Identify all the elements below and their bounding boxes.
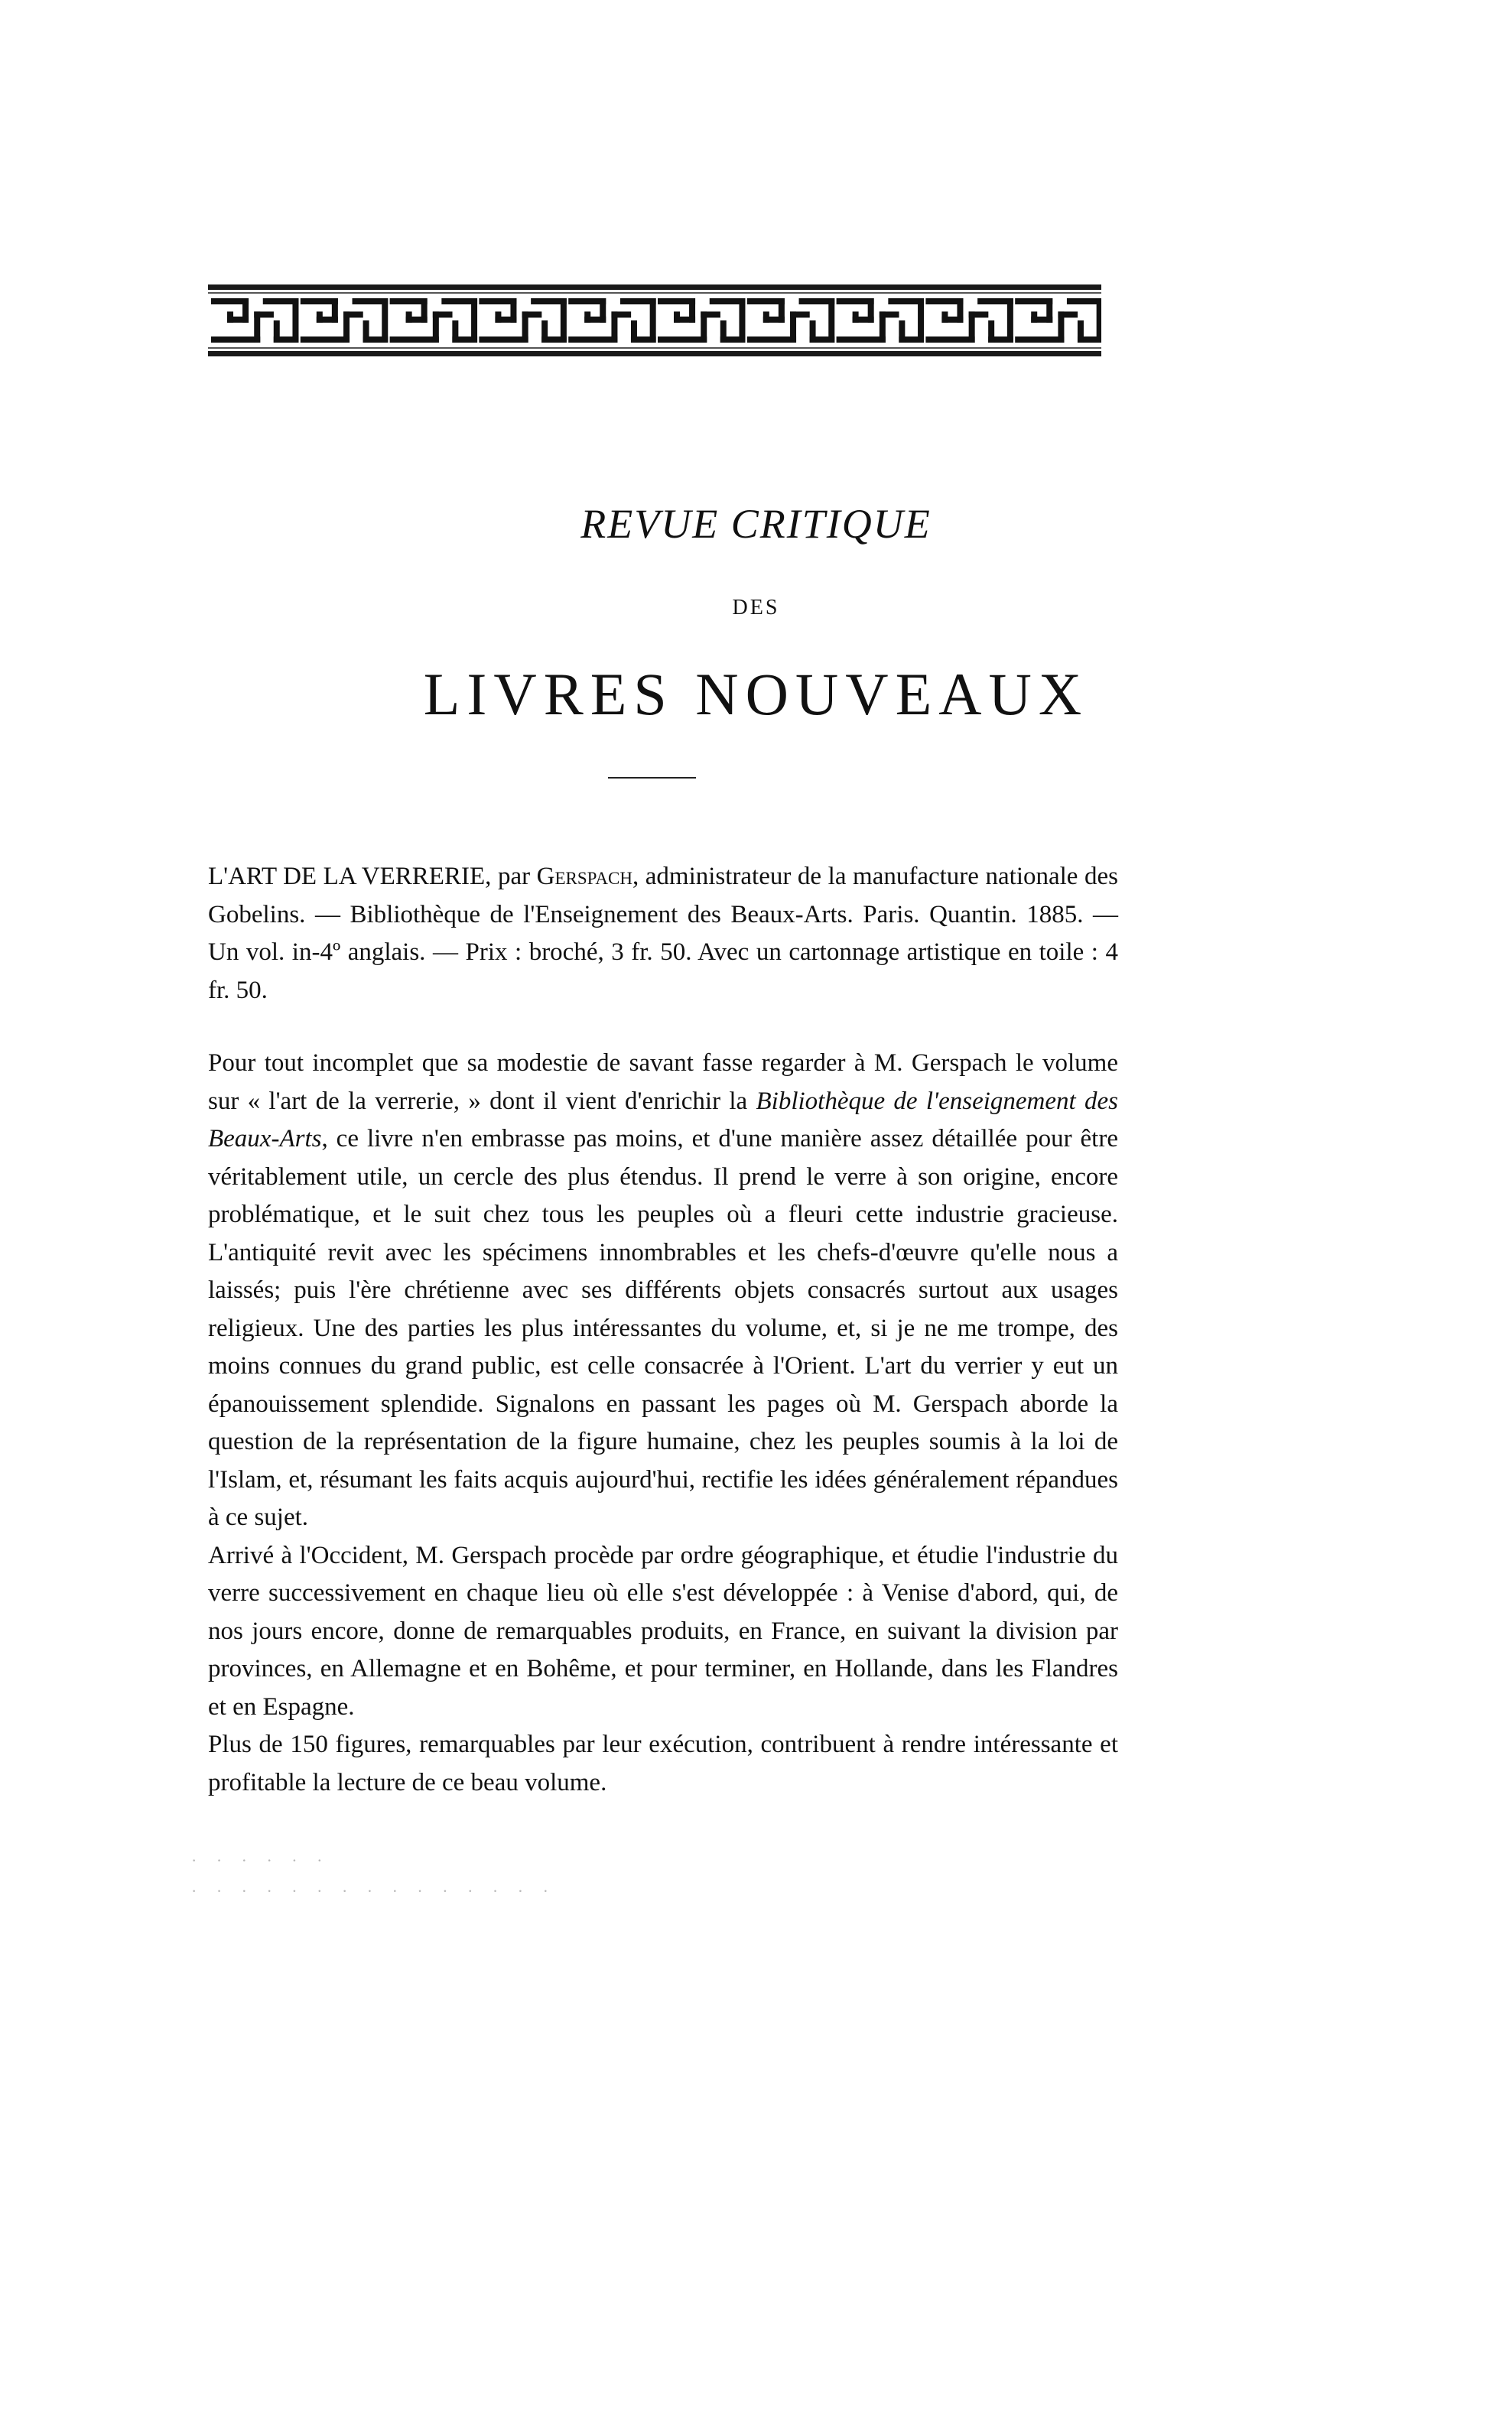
title-rule [608,777,696,779]
series-title: Bibliothèque de l'enseignement des Beaux-Arts [208,1087,1118,1152]
greek-key-ornament [208,284,1101,356]
book-details: , administrateur de la manufacture nationale des Gobelins. — Bibliothèque de l'Enseignement des Beaux-Arts. Paris. Quantin. 1885. — Un vol. in-4º anglais. — Prix : broché, 3 fr. 50. Avec un cartonnage artistique en toile : 4 fr. 50. [208,863,1119,1004]
print-smudge: · · · · · · [191,1851,330,1870]
paragraph-text: , ce livre n'en embrasse pas moins, et d'une manière assez détaillée pour être véritablement utile, un cercle des plus étendus. Il prend le verre à son origine, encore problématique, et le suit chez tous les peuples où a fleuri cette industrie gracieuse. L'antiquité revit avec les spécimens innombrables et les chefs-d'œuvre qu'elle nous a laissés; puis l'ère chrétienne avec ses différents objets consacrés surtout aux usages religieux. Une des parties les plus intéressantes du volume, et, si je ne me trompe, des moins connues du grand public, est celle consacrée à l'Orient. L'art du verrier y eut un épanouissement splendide. Signalons en passant les pages où M. Gerspach aborde la question de la représentation de la figure humaine, chez les peuples soumis à la loi de l'Islam, et, résumant les faits acquis aujourd'hui, rectifie les idées généralement répandues à ce sujet. [208,1125,1118,1531]
review-paragraph-3: Plus de 150 figures, remarquables par leur exécution, contribuent à rendre intéressante et profitable la lecture de ce beau volume. [208,1731,1118,1796]
book-title: L'ART DE LA VERRERIE, [208,863,492,890]
review-paragraph-1 [208,1045,1118,1537]
paragraph-text: Pour tout incomplet que sa modestie de savant fasse regarder à M. Gerspach le volume sur « l'art de la verrerie, » dont il vient d'enrichir la [208,1049,1118,1115]
by-word: par [497,863,531,890]
section-connector: DES [732,596,780,619]
book-author: Gerspach [536,863,632,890]
section-title: REVUE CRITIQUE [580,501,932,547]
book-entry [208,858,1118,1009]
section-subtitle: LIVRES NOUVEAUX [423,661,1089,727]
review-body [208,1045,1118,1802]
review-paragraph-2: Arrivé à l'Occident, M. Gerspach procède par ordre géographique, et étudie l'industrie du verre successivement en chaque lieu où elle s'est développée : à Venise d'abord, qui, de nos jours encore, donne de remarquables produits, en France, en suivant la division par provinces, en Allemagne et en Bohême, et pour terminer, en Hollande, dans les Flandres et en Espagne. [208,1541,1118,1721]
print-smudge: · · · · · · · · · · · · · · · [191,1881,556,1900]
